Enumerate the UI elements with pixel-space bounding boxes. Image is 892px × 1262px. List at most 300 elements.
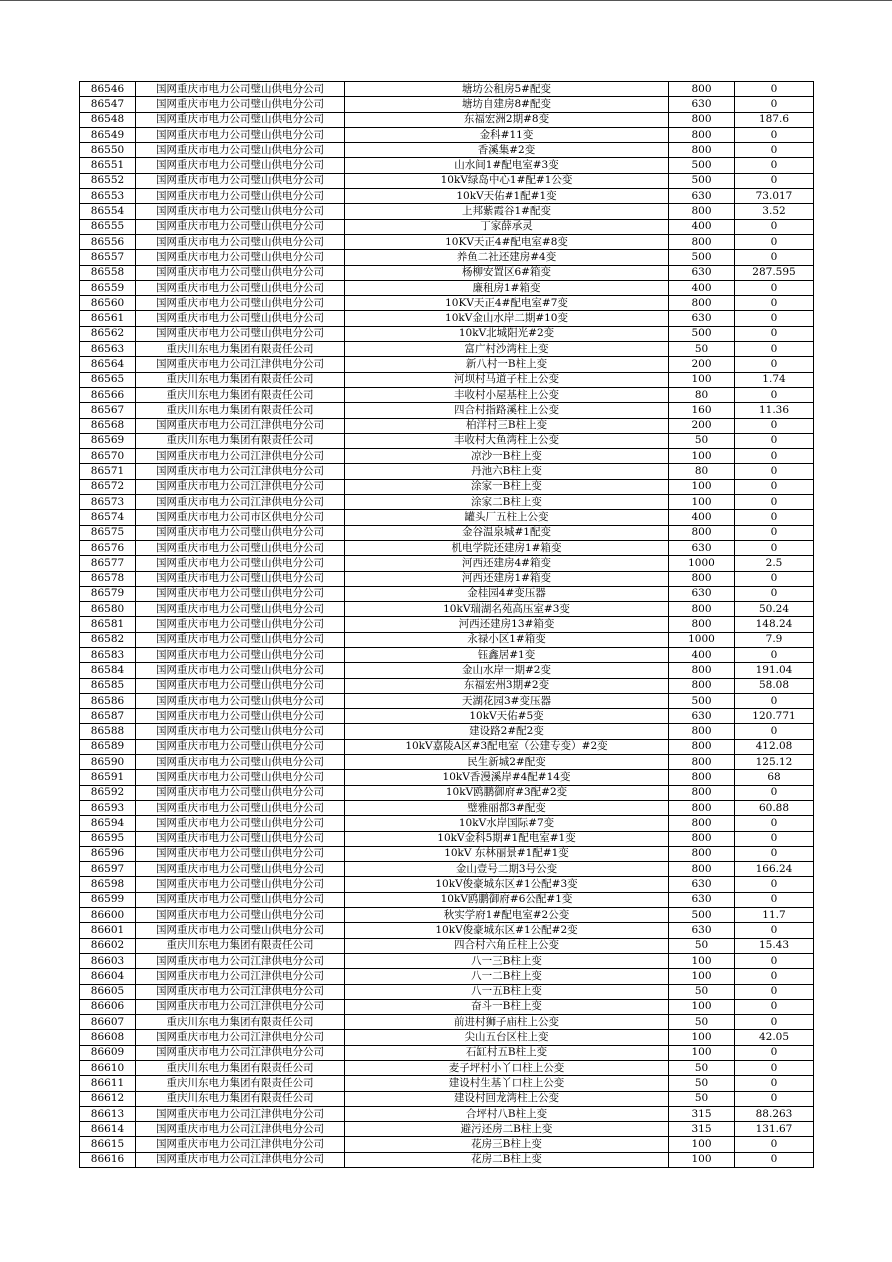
cell-id: 86596	[80, 846, 136, 861]
cell-org: 国网重庆市电力公司璧山供电分公司	[136, 280, 345, 295]
table-row	[80, 1152, 814, 1167]
cell-capacity: 50	[669, 1015, 735, 1030]
cell-value: 166.24	[735, 862, 814, 877]
cell-capacity: 500	[669, 693, 735, 708]
table-row	[80, 571, 814, 586]
cell-org: 国网重庆市电力公司璧山供电分公司	[136, 892, 345, 907]
cell-name: 丰收村小屋基柱上公变	[345, 387, 669, 402]
cell-capacity: 630	[669, 540, 735, 555]
table-row	[80, 969, 814, 984]
cell-id: 86565	[80, 372, 136, 387]
cell-value: 0	[735, 127, 814, 142]
cell-org: 国网重庆市电力公司市区供电分公司	[136, 510, 345, 525]
cell-value: 11.7	[735, 908, 814, 923]
table-row	[80, 433, 814, 448]
cell-name: 10kV金科5期#1配电室#1变	[345, 831, 669, 846]
cell-name: 塘坊自建房8#配变	[345, 97, 669, 112]
cell-capacity: 100	[669, 999, 735, 1014]
cell-id: 86593	[80, 800, 136, 815]
cell-value: 0	[735, 250, 814, 265]
cell-id: 86557	[80, 250, 136, 265]
table-row	[80, 724, 814, 739]
cell-value: 73.017	[735, 189, 814, 204]
cell-id: 86588	[80, 724, 136, 739]
transformer-table	[79, 81, 814, 1168]
cell-org: 国网重庆市电力公司江津供电分公司	[136, 464, 345, 479]
cell-value: 11.36	[735, 403, 814, 418]
cell-org: 国网重庆市电力公司璧山供电分公司	[136, 189, 345, 204]
cell-value: 187.6	[735, 112, 814, 127]
cell-name: 10kV嘉陵A区#3配电室（公建专变）#2变	[345, 739, 669, 754]
table-row	[80, 143, 814, 158]
cell-value: 0	[735, 495, 814, 510]
cell-capacity: 630	[669, 189, 735, 204]
cell-capacity: 500	[669, 173, 735, 188]
cell-id: 86592	[80, 785, 136, 800]
cell-id: 86546	[80, 82, 136, 97]
cell-name: 10kV俊豪城东区#1公配#3变	[345, 877, 669, 892]
cell-org: 国网重庆市电力公司璧山供电分公司	[136, 540, 345, 555]
cell-org: 国网重庆市电力公司璧山供电分公司	[136, 525, 345, 540]
cell-name: 富广村沙湾柱上变	[345, 342, 669, 357]
cell-value: 0	[735, 724, 814, 739]
table-row	[80, 265, 814, 280]
table-row	[80, 204, 814, 219]
cell-name: 建设路2#配2变	[345, 724, 669, 739]
cell-value: 1.74	[735, 372, 814, 387]
cell-capacity: 800	[669, 724, 735, 739]
cell-capacity: 50	[669, 938, 735, 953]
cell-id: 86594	[80, 816, 136, 831]
cell-capacity: 400	[669, 510, 735, 525]
table-row	[80, 923, 814, 938]
table-row	[80, 97, 814, 112]
table-row	[80, 219, 814, 234]
cell-id: 86585	[80, 678, 136, 693]
cell-value: 42.05	[735, 1030, 814, 1045]
cell-id: 86566	[80, 387, 136, 402]
cell-org: 国网重庆市电力公司江津供电分公司	[136, 1137, 345, 1152]
cell-org: 国网重庆市电力公司璧山供电分公司	[136, 632, 345, 647]
cell-id: 86610	[80, 1061, 136, 1076]
cell-name: 10kV天佑#5变	[345, 709, 669, 724]
cell-org: 国网重庆市电力公司江津供电分公司	[136, 953, 345, 968]
cell-capacity: 800	[669, 571, 735, 586]
table-row	[80, 495, 814, 510]
table-row	[80, 449, 814, 464]
cell-name: 建设村回龙湾柱上公变	[345, 1091, 669, 1106]
table-row	[80, 342, 814, 357]
cell-org: 国网重庆市电力公司璧山供电分公司	[136, 82, 345, 97]
table-row	[80, 632, 814, 647]
cell-capacity: 1000	[669, 632, 735, 647]
cell-name: 塘坊公租房5#配变	[345, 82, 669, 97]
cell-value: 0	[735, 296, 814, 311]
cell-capacity: 800	[669, 831, 735, 846]
cell-id: 86615	[80, 1137, 136, 1152]
cell-org: 国网重庆市电力公司璧山供电分公司	[136, 326, 345, 341]
cell-id: 86575	[80, 525, 136, 540]
table-row	[80, 647, 814, 662]
cell-capacity: 630	[669, 311, 735, 326]
cell-id: 86600	[80, 908, 136, 923]
cell-capacity: 100	[669, 449, 735, 464]
cell-name: 钰鑫居#1变	[345, 647, 669, 662]
cell-value: 0	[735, 525, 814, 540]
cell-name: 10KV天正4#配电室#8变	[345, 234, 669, 249]
cell-value: 0	[735, 173, 814, 188]
table-row	[80, 1137, 814, 1152]
table-row	[80, 280, 814, 295]
table-row	[80, 1122, 814, 1137]
cell-capacity: 800	[669, 785, 735, 800]
cell-capacity: 50	[669, 1091, 735, 1106]
cell-org: 国网重庆市电力公司江津供电分公司	[136, 969, 345, 984]
cell-name: 麦子坪村小丫口柱上公变	[345, 1061, 669, 1076]
cell-id: 86555	[80, 219, 136, 234]
cell-name: 八一二B柱上变	[345, 969, 669, 984]
cell-name: 四合村六角丘柱上公变	[345, 938, 669, 953]
cell-capacity: 100	[669, 479, 735, 494]
cell-value: 0	[735, 1061, 814, 1076]
cell-capacity: 800	[669, 204, 735, 219]
cell-org: 国网重庆市电力公司璧山供电分公司	[136, 923, 345, 938]
cell-name: 丹池六B柱上变	[345, 464, 669, 479]
cell-id: 86563	[80, 342, 136, 357]
table-body	[80, 82, 814, 1168]
cell-id: 86591	[80, 770, 136, 785]
cell-capacity: 200	[669, 357, 735, 372]
cell-id: 86579	[80, 586, 136, 601]
cell-name: 香溪集#2变	[345, 143, 669, 158]
cell-id: 86586	[80, 693, 136, 708]
cell-org: 国网重庆市电力公司璧山供电分公司	[136, 143, 345, 158]
cell-capacity: 630	[669, 892, 735, 907]
cell-name: 石缸村五B柱上变	[345, 1045, 669, 1060]
cell-capacity: 500	[669, 158, 735, 173]
cell-capacity: 100	[669, 1045, 735, 1060]
cell-org: 国网重庆市电力公司江津供电分公司	[136, 479, 345, 494]
cell-value: 88.263	[735, 1106, 814, 1121]
table-row	[80, 984, 814, 999]
cell-org: 国网重庆市电力公司璧山供电分公司	[136, 204, 345, 219]
cell-capacity: 1000	[669, 556, 735, 571]
cell-org: 国网重庆市电力公司璧山供电分公司	[136, 862, 345, 877]
cell-capacity: 800	[669, 678, 735, 693]
cell-value: 50.24	[735, 602, 814, 617]
cell-org: 国网重庆市电力公司江津供电分公司	[136, 449, 345, 464]
cell-capacity: 50	[669, 1076, 735, 1091]
cell-value: 0	[735, 1152, 814, 1167]
table-row	[80, 816, 814, 831]
table-row	[80, 892, 814, 907]
cell-value: 0	[735, 999, 814, 1014]
cell-org: 国网重庆市电力公司璧山供电分公司	[136, 158, 345, 173]
cell-capacity: 800	[669, 234, 735, 249]
cell-value: 0	[735, 510, 814, 525]
cell-name: 避污还房二B柱上变	[345, 1122, 669, 1137]
cell-capacity: 80	[669, 464, 735, 479]
table-row	[80, 617, 814, 632]
table-row	[80, 1015, 814, 1030]
cell-capacity: 800	[669, 862, 735, 877]
cell-value: 0	[735, 540, 814, 555]
table-row	[80, 189, 814, 204]
cell-capacity: 400	[669, 219, 735, 234]
cell-name: 四合村指路溪柱上公变	[345, 403, 669, 418]
cell-id: 86552	[80, 173, 136, 188]
table-row	[80, 372, 814, 387]
cell-name: 奋斗一B柱上变	[345, 999, 669, 1014]
cell-value: 0	[735, 219, 814, 234]
cell-id: 86553	[80, 189, 136, 204]
cell-name: 涂家二B柱上变	[345, 495, 669, 510]
cell-name: 花房二B柱上变	[345, 1152, 669, 1167]
cell-name: 丁家薛承灵	[345, 219, 669, 234]
cell-id: 86611	[80, 1076, 136, 1091]
cell-capacity: 500	[669, 908, 735, 923]
cell-value: 0	[735, 342, 814, 357]
table-row	[80, 479, 814, 494]
table-row	[80, 1061, 814, 1076]
cell-name: 10kV天佑#1配#1变	[345, 189, 669, 204]
table-row	[80, 739, 814, 754]
cell-id: 86573	[80, 495, 136, 510]
cell-capacity: 800	[669, 846, 735, 861]
cell-name: 金谷温泉城#1配变	[345, 525, 669, 540]
cell-org: 国网重庆市电力公司江津供电分公司	[136, 1122, 345, 1137]
cell-id: 86582	[80, 632, 136, 647]
cell-name: 金科#11变	[345, 127, 669, 142]
cell-value: 125.12	[735, 755, 814, 770]
page-top-rule	[0, 0, 892, 1]
table-row	[80, 418, 814, 433]
cell-capacity: 800	[669, 816, 735, 831]
cell-value: 0	[735, 831, 814, 846]
table-row	[80, 586, 814, 601]
cell-value: 60.88	[735, 800, 814, 815]
table-row	[80, 296, 814, 311]
cell-id: 86558	[80, 265, 136, 280]
cell-org: 国网重庆市电力公司璧山供电分公司	[136, 846, 345, 861]
table-row	[80, 877, 814, 892]
cell-org: 重庆川东电力集团有限责任公司	[136, 1061, 345, 1076]
cell-value: 0	[735, 1015, 814, 1030]
table-row	[80, 464, 814, 479]
cell-name: 廉租房1#箱变	[345, 280, 669, 295]
cell-org: 国网重庆市电力公司江津供电分公司	[136, 1030, 345, 1045]
cell-id: 86569	[80, 433, 136, 448]
cell-capacity: 630	[669, 923, 735, 938]
cell-value: 0	[735, 1137, 814, 1152]
cell-id: 86605	[80, 984, 136, 999]
cell-name: 养鱼二社还建房#4变	[345, 250, 669, 265]
cell-name: 机电学院还建房1#箱变	[345, 540, 669, 555]
cell-org: 国网重庆市电力公司璧山供电分公司	[136, 724, 345, 739]
table-row	[80, 908, 814, 923]
table-row	[80, 158, 814, 173]
cell-org: 国网重庆市电力公司江津供电分公司	[136, 1106, 345, 1121]
table-row	[80, 556, 814, 571]
cell-capacity: 50	[669, 433, 735, 448]
cell-id: 86577	[80, 556, 136, 571]
cell-id: 86614	[80, 1122, 136, 1137]
cell-name: 永禄小区1#箱变	[345, 632, 669, 647]
cell-capacity: 400	[669, 647, 735, 662]
table-row	[80, 525, 814, 540]
cell-org: 国网重庆市电力公司璧山供电分公司	[136, 127, 345, 142]
cell-capacity: 800	[669, 800, 735, 815]
cell-value: 0	[735, 984, 814, 999]
cell-value: 68	[735, 770, 814, 785]
cell-value: 0	[735, 1091, 814, 1106]
cell-name: 尖山五台区柱上变	[345, 1030, 669, 1045]
table-row	[80, 510, 814, 525]
cell-value: 148.24	[735, 617, 814, 632]
cell-id: 86578	[80, 571, 136, 586]
cell-capacity: 800	[669, 112, 735, 127]
cell-org: 重庆川东电力集团有限责任公司	[136, 1076, 345, 1091]
table-row	[80, 403, 814, 418]
cell-id: 86601	[80, 923, 136, 938]
table-row	[80, 846, 814, 861]
cell-org: 国网重庆市电力公司璧山供电分公司	[136, 173, 345, 188]
cell-org: 国网重庆市电力公司璧山供电分公司	[136, 250, 345, 265]
cell-org: 国网重庆市电力公司璧山供电分公司	[136, 739, 345, 754]
cell-capacity: 800	[669, 296, 735, 311]
cell-id: 86580	[80, 602, 136, 617]
cell-id: 86597	[80, 862, 136, 877]
cell-org: 国网重庆市电力公司璧山供电分公司	[136, 800, 345, 815]
cell-value: 3.52	[735, 204, 814, 219]
cell-capacity: 100	[669, 953, 735, 968]
cell-org: 国网重庆市电力公司江津供电分公司	[136, 1152, 345, 1167]
cell-capacity: 800	[669, 755, 735, 770]
cell-capacity: 160	[669, 403, 735, 418]
cell-name: 合坪村八B柱上变	[345, 1106, 669, 1121]
cell-capacity: 100	[669, 1030, 735, 1045]
cell-name: 杨柳安置区6#箱变	[345, 265, 669, 280]
cell-id: 86568	[80, 418, 136, 433]
cell-id: 86564	[80, 357, 136, 372]
cell-value: 0	[735, 82, 814, 97]
cell-org: 国网重庆市电力公司璧山供电分公司	[136, 586, 345, 601]
cell-org: 国网重庆市电力公司璧山供电分公司	[136, 816, 345, 831]
cell-id: 86551	[80, 158, 136, 173]
cell-name: 东福宏洲2期#8变	[345, 112, 669, 127]
cell-org: 重庆川东电力集团有限责任公司	[136, 387, 345, 402]
cell-name: 10kV北城阳光#2变	[345, 326, 669, 341]
cell-name: 山水间1#配电室#3变	[345, 158, 669, 173]
cell-value: 0	[735, 433, 814, 448]
cell-id: 86556	[80, 234, 136, 249]
cell-org: 国网重庆市电力公司璧山供电分公司	[136, 908, 345, 923]
cell-value: 412.08	[735, 739, 814, 754]
table-row	[80, 112, 814, 127]
cell-name: 建设村生基丫口柱上公变	[345, 1076, 669, 1091]
cell-id: 86560	[80, 296, 136, 311]
cell-name: 10kV鸥鹏御府#3配#2变	[345, 785, 669, 800]
cell-id: 86559	[80, 280, 136, 295]
cell-value: 0	[735, 357, 814, 372]
cell-name: 新八村一B柱上变	[345, 357, 669, 372]
cell-org: 重庆川东电力集团有限责任公司	[136, 1015, 345, 1030]
cell-org: 国网重庆市电力公司璧山供电分公司	[136, 709, 345, 724]
cell-value: 0	[735, 280, 814, 295]
cell-capacity: 630	[669, 265, 735, 280]
cell-capacity: 100	[669, 495, 735, 510]
cell-id: 86550	[80, 143, 136, 158]
cell-value: 0	[735, 785, 814, 800]
cell-id: 86612	[80, 1091, 136, 1106]
cell-org: 国网重庆市电力公司璧山供电分公司	[136, 693, 345, 708]
cell-id: 86581	[80, 617, 136, 632]
cell-capacity: 50	[669, 1061, 735, 1076]
cell-capacity: 800	[669, 617, 735, 632]
cell-org: 国网重庆市电力公司璧山供电分公司	[136, 678, 345, 693]
cell-value: 0	[735, 816, 814, 831]
cell-capacity: 800	[669, 770, 735, 785]
table-row	[80, 678, 814, 693]
cell-name: 河坝村马道子柱上公变	[345, 372, 669, 387]
cell-value: 191.04	[735, 663, 814, 678]
cell-capacity: 100	[669, 969, 735, 984]
cell-capacity: 500	[669, 326, 735, 341]
table-row	[80, 663, 814, 678]
cell-id: 86583	[80, 647, 136, 662]
table-row	[80, 357, 814, 372]
cell-capacity: 80	[669, 387, 735, 402]
cell-id: 86589	[80, 739, 136, 754]
cell-id: 86609	[80, 1045, 136, 1060]
cell-id: 86547	[80, 97, 136, 112]
cell-id: 86570	[80, 449, 136, 464]
cell-org: 国网重庆市电力公司璧山供电分公司	[136, 296, 345, 311]
cell-capacity: 50	[669, 984, 735, 999]
cell-org: 重庆川东电力集团有限责任公司	[136, 372, 345, 387]
table-row	[80, 127, 814, 142]
cell-value: 0	[735, 326, 814, 341]
cell-id: 86576	[80, 540, 136, 555]
cell-org: 国网重庆市电力公司璧山供电分公司	[136, 663, 345, 678]
cell-org: 国网重庆市电力公司江津供电分公司	[136, 1045, 345, 1060]
cell-org: 国网重庆市电力公司璧山供电分公司	[136, 785, 345, 800]
table-row	[80, 602, 814, 617]
cell-value: 131.67	[735, 1122, 814, 1137]
cell-capacity: 400	[669, 280, 735, 295]
cell-org: 重庆川东电力集团有限责任公司	[136, 938, 345, 953]
cell-capacity: 500	[669, 250, 735, 265]
cell-org: 国网重庆市电力公司璧山供电分公司	[136, 234, 345, 249]
table-row	[80, 234, 814, 249]
cell-name: 丰收村大鱼湾柱上公变	[345, 433, 669, 448]
cell-id: 86613	[80, 1106, 136, 1121]
cell-name: 东福宏州3期#2变	[345, 678, 669, 693]
cell-id: 86549	[80, 127, 136, 142]
table-row	[80, 173, 814, 188]
cell-value: 0	[735, 693, 814, 708]
cell-id: 86561	[80, 311, 136, 326]
cell-org: 国网重庆市电力公司璧山供电分公司	[136, 219, 345, 234]
table-row	[80, 387, 814, 402]
cell-capacity: 800	[669, 143, 735, 158]
cell-name: 河西还建房1#箱变	[345, 571, 669, 586]
cell-value: 0	[735, 586, 814, 601]
table-row	[80, 999, 814, 1014]
cell-org: 国网重庆市电力公司璧山供电分公司	[136, 571, 345, 586]
table-row	[80, 1045, 814, 1060]
cell-name: 10kV 东林丽景#1配#1变	[345, 846, 669, 861]
